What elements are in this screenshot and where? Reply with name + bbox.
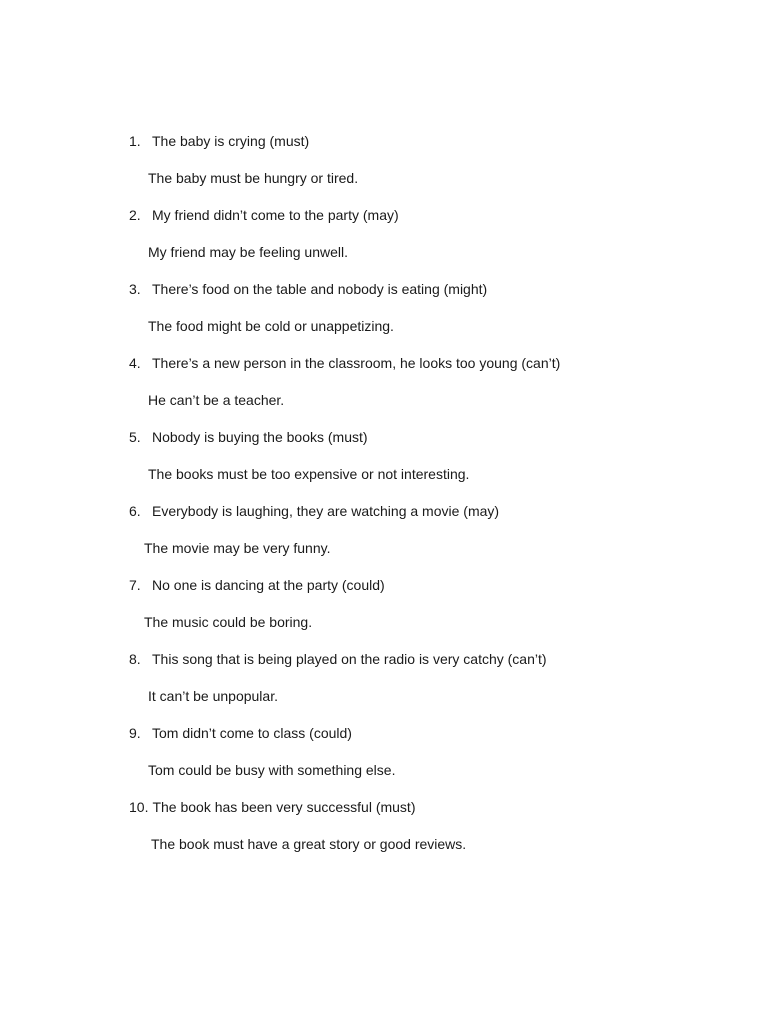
list-item (0, 278, 768, 352)
prompt-text: Everybody is laughing, they are watching a movie (may) (152, 503, 500, 519)
prompt-text: Tom didn’t come to class (could) (152, 725, 352, 741)
item-number: 5. (129, 429, 141, 445)
prompt-sentence (129, 278, 487, 300)
item-number: 1. (129, 133, 141, 149)
prompt-text: No one is dancing at the party (could) (152, 577, 385, 593)
answer-sentence: It can’t be unpopular. (148, 688, 278, 704)
prompt-sentence (129, 574, 385, 596)
answer-sentence: The baby must be hungry or tired. (148, 170, 359, 186)
list-item (0, 722, 768, 796)
prompt-sentence (129, 722, 352, 744)
list-item (0, 796, 768, 870)
item-number: 6. (129, 503, 141, 519)
answer-sentence: He can’t be a teacher. (148, 392, 285, 408)
item-number: 8. (129, 651, 141, 667)
prompt-sentence (129, 426, 368, 448)
prompt-text: The baby is crying (must) (152, 133, 310, 149)
list-item (0, 648, 768, 722)
list-item (0, 500, 768, 574)
item-number: 2. (129, 207, 141, 223)
item-number: 9. (129, 725, 141, 741)
prompt-sentence (129, 204, 399, 226)
list-item (0, 130, 768, 204)
prompt-sentence (129, 352, 560, 374)
prompt-sentence (129, 648, 547, 670)
item-number: 3. (129, 281, 141, 297)
answer-sentence: The movie may be very funny. (144, 540, 331, 556)
prompt-sentence (129, 130, 309, 152)
answer-sentence: The food might be cold or unappetizing. (148, 318, 394, 334)
list-item (0, 352, 768, 426)
prompt-text: This song that is being played on the radio is very catchy (can’t) (152, 651, 547, 667)
item-number: 7. (129, 577, 141, 593)
list-item (0, 204, 768, 278)
prompt-text: My friend didn’t come to the party (may) (152, 207, 399, 223)
list-item (0, 574, 768, 648)
prompt-sentence (129, 796, 415, 818)
prompt-sentence (129, 500, 499, 522)
item-number: 4. (129, 355, 141, 371)
answer-sentence: My friend may be feeling unwell. (148, 244, 348, 260)
prompt-text: There’s food on the table and nobody is eating (might) (152, 281, 488, 297)
prompt-text: The book has been very successful (must) (152, 799, 416, 815)
answer-sentence: The books must be too expensive or not interesting. (148, 466, 470, 482)
prompt-text: Nobody is buying the books (must) (152, 429, 368, 445)
answer-sentence: Tom could be busy with something else. (148, 762, 396, 778)
answer-sentence: The book must have a great story or good reviews. (151, 836, 467, 852)
answer-sentence: The music could be boring. (144, 614, 313, 630)
item-number: 10. (129, 799, 149, 815)
prompt-text: There’s a new person in the classroom, he looks too young (can’t) (152, 355, 561, 371)
list-item (0, 426, 768, 500)
exercise-list (0, 130, 768, 870)
